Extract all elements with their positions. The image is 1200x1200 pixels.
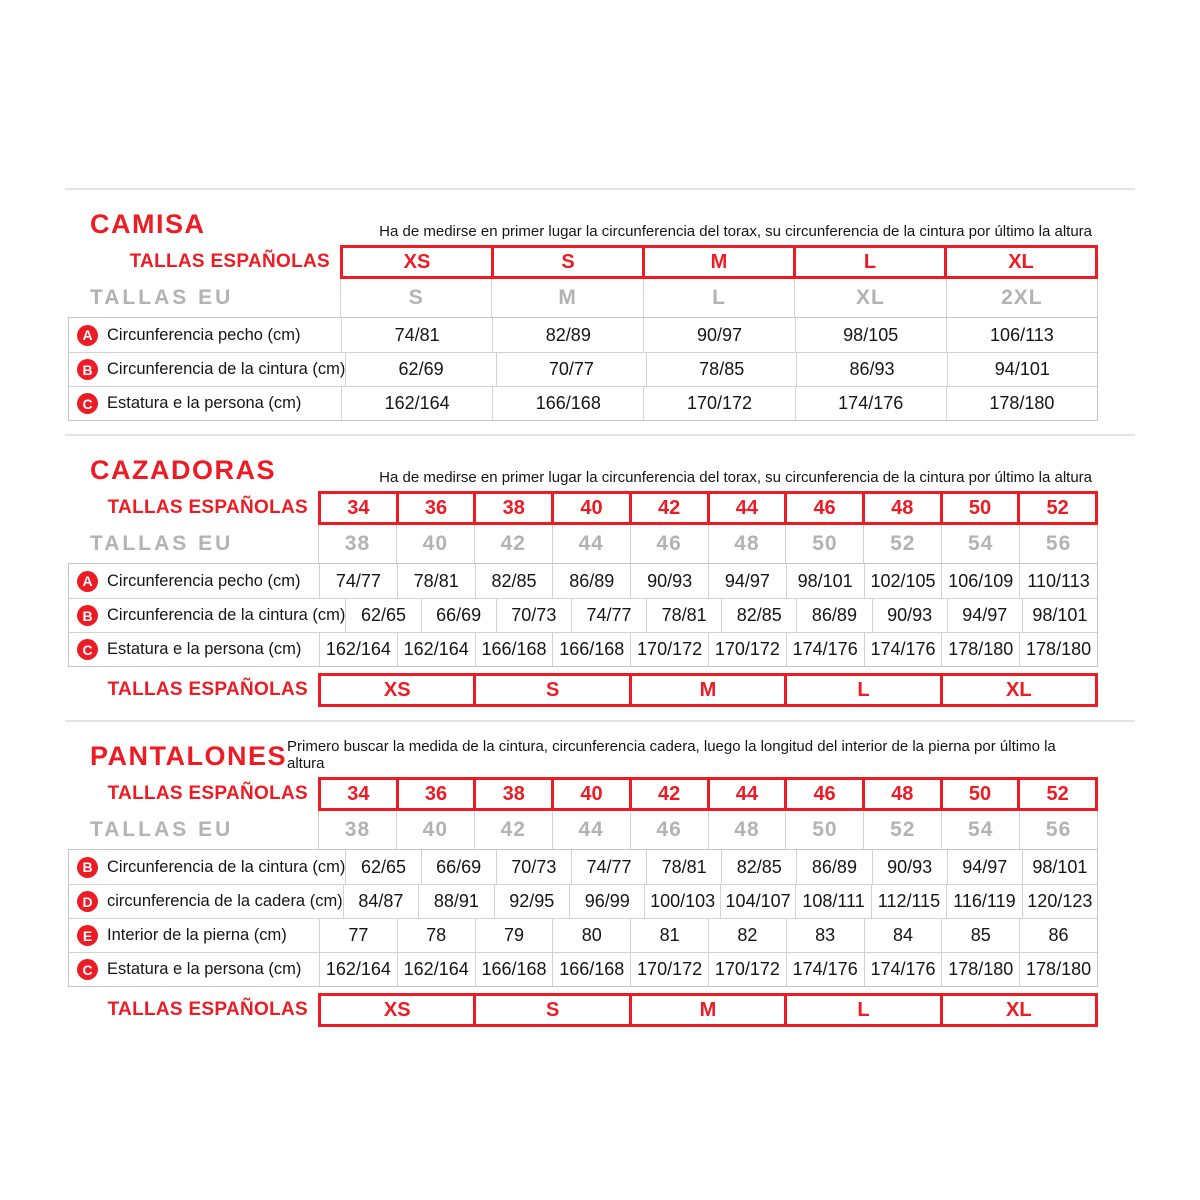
size-cell-eu: 38 (318, 811, 396, 849)
measure-value-cell: 108/111 (795, 885, 870, 918)
measure-value-cell: 82 (708, 919, 786, 952)
size-cell-es: 44 (707, 780, 785, 808)
sizes-es-cells (340, 245, 1098, 279)
measure-value-cell: 104/107 (720, 885, 795, 918)
measure-label: Circunferencia de la cintura (cm) (107, 360, 346, 378)
measure-value-cell: 178/180 (946, 387, 1097, 420)
size-cell-es: 38 (473, 780, 551, 808)
measure-values (341, 387, 1097, 420)
measure-value-cell: 78/81 (646, 850, 721, 884)
sizes-es-row (68, 491, 1098, 525)
measure-value-cell: 94/97 (947, 850, 1022, 884)
measure-value-cell: 66/69 (421, 599, 496, 632)
size-cell-eu: 38 (318, 525, 396, 563)
measure-badge: B (77, 359, 98, 380)
measure-value-cell: 84 (864, 919, 942, 952)
measure-label: Circunferencia pecho (cm) (107, 571, 301, 590)
measure-value-cell: 178/180 (1019, 633, 1097, 666)
measure-value-cell: 82/85 (475, 564, 553, 598)
tallas-espanolas-label: TALLAS ESPAÑOLAS (107, 783, 308, 804)
table-row (69, 884, 1097, 918)
measure-label: Estatura e la persona (cm) (107, 960, 302, 978)
sizes-es-cells (318, 491, 1098, 525)
measure-value-cell: 178/180 (941, 953, 1019, 986)
tallas-eu-label: TALLAS EU (90, 532, 234, 555)
size-cell-es: 36 (396, 780, 474, 808)
measure-label-cell (69, 633, 319, 666)
measure-label-cell (69, 318, 341, 352)
size-cell-eu: 44 (552, 525, 630, 563)
measure-badge: B (77, 605, 98, 626)
measure-value-cell: 162/164 (341, 387, 492, 420)
measure-value-cell: 86/89 (796, 599, 871, 632)
table-row (69, 952, 1097, 986)
size-cell-es: 44 (707, 494, 785, 522)
measure-value-cell: 170/172 (630, 953, 708, 986)
size-cell-es: M (642, 248, 793, 276)
measure-value-cell: 98/105 (795, 318, 946, 352)
measure-value-cell: 83 (786, 919, 864, 952)
measure-values (319, 953, 1097, 986)
sizes-eu-cells (318, 525, 1098, 563)
sizes-eu-cells (318, 811, 1098, 849)
measure-value-cell: 170/172 (708, 953, 786, 986)
measure-value-cell: 86/89 (552, 564, 630, 598)
footer-size-cell: M (629, 676, 784, 704)
size-cell-eu: M (491, 279, 642, 317)
tallas-espanolas-label: TALLAS ESPAÑOLAS (107, 679, 308, 700)
measure-value-cell: 110/113 (1019, 564, 1097, 598)
size-cell-es: 46 (784, 780, 862, 808)
sizes-footer-row (68, 993, 1098, 1027)
measure-value-cell: 174/176 (864, 633, 942, 666)
tallas-espanolas-label: TALLAS ESPAÑOLAS (129, 251, 330, 272)
measure-values (345, 599, 1097, 632)
size-cell-eu: 56 (1019, 811, 1098, 849)
sizes-footer-cells (318, 673, 1098, 707)
measure-label: Circunferencia pecho (cm) (107, 325, 301, 344)
measure-value-cell: 106/109 (941, 564, 1019, 598)
measure-value-cell: 70/77 (496, 353, 646, 386)
measurements-table (68, 849, 1098, 987)
size-cell-es: 46 (784, 494, 862, 522)
measure-value-cell: 85 (941, 919, 1019, 952)
measure-label: circunferencia de la cadera (cm) (107, 892, 343, 910)
section-title: CAMISA (90, 209, 206, 239)
table-row (69, 598, 1097, 632)
section-header (68, 734, 1098, 772)
measure-value-cell: 174/176 (795, 387, 946, 420)
size-cell-eu: 2XL (946, 279, 1098, 317)
measure-value-cell: 78/85 (646, 353, 796, 386)
measure-value-cell: 166/168 (475, 633, 553, 666)
size-cell-eu: S (340, 279, 491, 317)
measure-value-cell: 174/176 (786, 953, 864, 986)
measure-value-cell: 74/77 (571, 850, 646, 884)
size-cell-eu: 54 (941, 811, 1019, 849)
table-row (69, 386, 1097, 420)
sizes-footer-row (68, 673, 1098, 707)
measure-value-cell: 88/91 (418, 885, 493, 918)
measure-label: Interior de la pierna (cm) (107, 926, 287, 944)
measure-value-cell: 84/87 (343, 885, 418, 918)
measure-value-cell: 66/69 (421, 850, 496, 884)
measure-badge: D (77, 891, 98, 912)
size-cell-eu: 42 (474, 811, 552, 849)
size-cell-eu: 52 (863, 525, 941, 563)
measure-value-cell: 74/77 (571, 599, 646, 632)
size-chart-sections (0, 188, 1200, 1040)
measure-value-cell: 78 (397, 919, 475, 952)
measure-value-cell: 174/176 (864, 953, 942, 986)
measure-value-cell: 62/65 (345, 850, 420, 884)
measure-label: Circunferencia de la cintura (cm) (107, 857, 346, 876)
measure-label: Circunferencia de la cintura (cm) (107, 606, 346, 624)
measure-value-cell: 106/113 (946, 318, 1097, 352)
sizes-es-row (68, 245, 1098, 279)
measure-value-cell: 174/176 (786, 633, 864, 666)
measure-value-cell: 170/172 (708, 633, 786, 666)
size-cell-es: 50 (940, 780, 1018, 808)
measure-value-cell: 162/164 (319, 953, 397, 986)
size-cell-eu: 50 (785, 811, 863, 849)
measure-label: Estatura e la persona (cm) (107, 394, 302, 412)
size-cell-es: 48 (862, 780, 940, 808)
measure-value-cell: 96/99 (569, 885, 644, 918)
measure-badge: B (77, 857, 98, 878)
measure-badge: A (77, 571, 98, 592)
sizes-eu-row (68, 279, 1098, 317)
footer-size-cell: XL (940, 676, 1095, 704)
tallas-espanolas-label: TALLAS ESPAÑOLAS (107, 999, 308, 1020)
measure-value-cell: 80 (552, 919, 630, 952)
size-cell-es: 34 (347, 496, 370, 519)
measure-value-cell: 78/81 (397, 564, 475, 598)
measure-value-cell: 74/77 (319, 564, 397, 598)
measure-label-cell (69, 953, 319, 986)
section-title: CAZADORAS (90, 455, 276, 485)
measure-value-cell: 116/119 (946, 885, 1021, 918)
footer-size-cell: S (473, 676, 628, 704)
size-cell-eu: 54 (941, 525, 1019, 563)
measure-value-cell: 82/85 (721, 850, 796, 884)
sizes-eu-row (68, 811, 1098, 849)
section-cazadoras (68, 436, 1098, 720)
table-row (69, 918, 1097, 952)
measure-value-cell: 70/73 (496, 850, 571, 884)
measure-value-cell: 102/105 (864, 564, 942, 598)
size-cell-es: 50 (940, 494, 1018, 522)
measure-badge: C (77, 639, 98, 660)
size-cell-es: S (491, 248, 642, 276)
measure-value-cell: 90/93 (630, 564, 708, 598)
table-row (69, 318, 1097, 352)
size-cell-es: XS (403, 250, 431, 273)
sizes-eu-cells (340, 279, 1098, 317)
measure-values (319, 633, 1097, 666)
footer-size-cell: M (629, 996, 784, 1024)
size-cell-eu: 44 (552, 811, 630, 849)
section-instruction: Primero buscar la medida de la cintura, circunferencia cadera, luego la longitud del interior de la pierna por último la altura (287, 738, 1056, 772)
measure-value-cell: 178/180 (1019, 953, 1097, 986)
size-cell-eu: 50 (785, 525, 863, 563)
size-cell-eu: XL (794, 279, 945, 317)
measure-value-cell: 166/168 (552, 633, 630, 666)
size-cell-eu: 40 (396, 811, 474, 849)
size-cell-es: XL (944, 248, 1095, 276)
footer-size-cell: XS (383, 998, 411, 1021)
measure-label-cell (69, 564, 319, 598)
section-header (68, 448, 1098, 486)
measure-values (343, 885, 1097, 918)
measure-badge: E (77, 925, 98, 946)
footer-size-cell: S (473, 996, 628, 1024)
measure-value-cell: 166/168 (475, 953, 553, 986)
size-cell-eu: 52 (863, 811, 941, 849)
measure-value-cell: 170/172 (643, 387, 794, 420)
section-instruction: Ha de medirse en primer lugar la circunferencia del torax, su circunferencia de la cintura por último la altura (379, 469, 1092, 486)
measure-value-cell: 70/73 (496, 599, 571, 632)
sizes-footer-cells (318, 993, 1098, 1027)
size-cell-es: 40 (551, 780, 629, 808)
size-cell-es: 52 (1017, 780, 1095, 808)
measure-value-cell: 98/101 (786, 564, 864, 598)
table-row (69, 850, 1097, 884)
size-cell-eu: 46 (630, 525, 708, 563)
measure-value-cell: 62/69 (345, 353, 495, 386)
measure-value-cell: 94/101 (947, 353, 1097, 386)
measure-label-cell (69, 919, 319, 952)
measure-value-cell: 74/81 (341, 318, 492, 352)
measure-value-cell: 94/97 (708, 564, 786, 598)
measure-label-cell (69, 885, 343, 918)
measure-value-cell: 98/101 (1022, 599, 1097, 632)
size-cell-eu: 48 (708, 811, 786, 849)
measure-value-cell: 162/164 (397, 633, 475, 666)
measure-value-cell: 78/81 (646, 599, 721, 632)
measure-value-cell: 98/101 (1022, 850, 1097, 884)
sizes-es-cells (318, 777, 1098, 811)
measure-badge: C (77, 959, 98, 980)
measure-value-cell: 162/164 (397, 953, 475, 986)
tallas-espanolas-label: TALLAS ESPAÑOLAS (107, 497, 308, 518)
footer-size-cell: L (784, 996, 939, 1024)
measure-value-cell: 170/172 (630, 633, 708, 666)
size-cell-eu: L (643, 279, 794, 317)
footer-size-cell: XL (940, 996, 1095, 1024)
size-cell-eu: 56 (1019, 525, 1098, 563)
size-cell-eu: 42 (474, 525, 552, 563)
size-cell-es: L (793, 248, 944, 276)
sizes-eu-row (68, 525, 1098, 563)
measure-value-cell: 120/123 (1022, 885, 1097, 918)
measure-value-cell: 90/93 (872, 599, 947, 632)
measure-label-cell (69, 850, 345, 884)
measure-label-cell (69, 599, 345, 632)
section-title: PANTALONES (90, 741, 287, 771)
measure-values (341, 318, 1097, 352)
measure-value-cell: 100/103 (644, 885, 719, 918)
size-cell-eu: 48 (708, 525, 786, 563)
size-cell-es: 42 (629, 494, 707, 522)
measure-value-cell: 90/93 (872, 850, 947, 884)
size-cell-es: 40 (551, 494, 629, 522)
measure-value-cell: 162/164 (319, 633, 397, 666)
measure-values (319, 564, 1097, 598)
measure-badge: A (77, 325, 98, 346)
measure-values (345, 850, 1097, 884)
size-cell-eu: 40 (396, 525, 474, 563)
measure-label-cell (69, 387, 341, 420)
measure-value-cell: 90/97 (643, 318, 794, 352)
footer-size-cell: XS (383, 678, 411, 701)
table-row (69, 352, 1097, 386)
measure-label-cell (69, 353, 345, 386)
size-cell-es: 48 (862, 494, 940, 522)
measure-value-cell: 166/168 (492, 387, 643, 420)
footer-size-cell: L (784, 676, 939, 704)
sizes-es-row (68, 777, 1098, 811)
measure-value-cell: 62/65 (345, 599, 420, 632)
measurements-table (68, 317, 1098, 421)
measure-value-cell: 178/180 (941, 633, 1019, 666)
measure-value-cell: 82/89 (492, 318, 643, 352)
size-cell-es: 34 (347, 782, 370, 805)
section-header (68, 202, 1098, 240)
measure-value-cell: 86/89 (796, 850, 871, 884)
measure-value-cell: 79 (475, 919, 553, 952)
tallas-eu-label: TALLAS EU (90, 286, 234, 309)
section-camisa (68, 190, 1098, 434)
table-row (69, 564, 1097, 598)
measure-badge: C (77, 393, 98, 414)
measure-label: Estatura e la persona (cm) (107, 640, 302, 658)
measure-value-cell: 77 (319, 919, 397, 952)
measure-value-cell: 92/95 (494, 885, 569, 918)
table-row (69, 632, 1097, 666)
measure-values (319, 919, 1097, 952)
measure-value-cell: 166/168 (552, 953, 630, 986)
measure-value-cell: 94/97 (947, 599, 1022, 632)
tallas-eu-label: TALLAS EU (90, 818, 234, 841)
size-cell-es: 36 (396, 494, 474, 522)
size-cell-eu: 46 (630, 811, 708, 849)
size-cell-es: 42 (629, 780, 707, 808)
measure-value-cell: 81 (630, 919, 708, 952)
section-pantalones (68, 722, 1098, 1040)
measure-value-cell: 82/85 (721, 599, 796, 632)
section-instruction: Ha de medirse en primer lugar la circunferencia del torax, su circunferencia de la cintura por último la altura (379, 223, 1092, 240)
size-cell-es: 38 (473, 494, 551, 522)
measure-values (345, 353, 1097, 386)
size-cell-es: 52 (1017, 494, 1095, 522)
measure-value-cell: 86/93 (796, 353, 946, 386)
measure-value-cell: 112/115 (871, 885, 946, 918)
measurements-table (68, 563, 1098, 667)
measure-value-cell: 86 (1019, 919, 1097, 952)
